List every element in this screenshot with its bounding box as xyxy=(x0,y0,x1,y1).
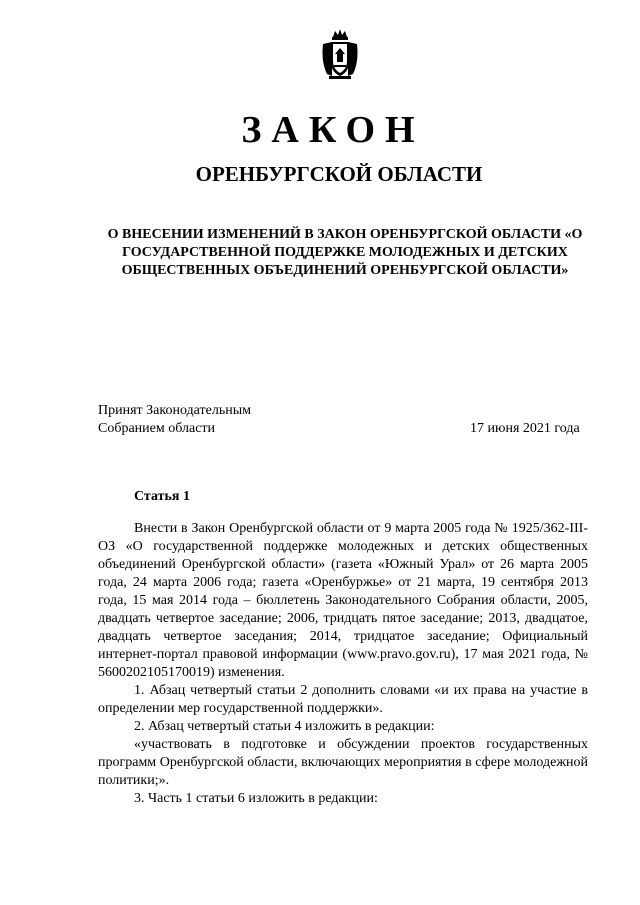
article-heading: Статья 1 xyxy=(134,489,190,504)
adoption-line-1: Принят Законодательным xyxy=(98,403,251,418)
orenburg-coat-of-arms-icon xyxy=(321,28,359,80)
article-paragraph: 1. Абзац четвертый статьи 2 дополнить словами «и их права на участие в определении мер государственной поддержки». xyxy=(98,683,588,716)
adoption-note xyxy=(98,402,251,438)
law-title: ЗАКОН xyxy=(241,109,425,151)
article-paragraph: 3. Часть 1 статьи 6 изложить в редакции: xyxy=(134,791,378,806)
article-paragraph: 2. Абзац четвертый статьи 4 изложить в редакции: xyxy=(134,719,435,734)
adoption-date: 17 июня 2021 года xyxy=(470,421,580,436)
article-paragraph: «участвовать в подготовке и обсуждении проектов государственных программ Оренбургской области, включающих мероприятия в сфере молодежной политики;». xyxy=(98,737,588,788)
region-title: ОРЕНБУРГСКОЙ ОБЛАСТИ xyxy=(195,162,483,186)
article-paragraph: Внести в Закон Оренбургской области от 9 марта 2005 года № 1925/362-III-ОЗ «О государственной поддержке молодежных и детских общественных объединений Оренбургской области» (газета «Южный Урал» от 26 марта 2005 года, 24 марта 2006 года; газета «Оренбуржье» от 21 марта, 19 сентября 2013 года, 15 мая 2014 года – бюллетень Законодательного Собрания области, 2005, двадцать четвертое заседание; 2006, тридцать пятое заседание; 2013, двадцатое, двадцать четвертое заседания; 2014, тридцатое заседание; Официальный интернет-портал правовой информации (www.pravo.gov.ru), 17 мая 2021 года, № 5600202105170019) изменения. xyxy=(98,521,588,680)
article-body xyxy=(98,520,588,808)
law-subject: О ВНЕСЕНИИ ИЗМЕНЕНИЙ В ЗАКОН ОРЕНБУРГСКОЙ ОБЛАСТИ «О ГОСУДАРСТВЕННОЙ ПОДДЕРЖКЕ МОЛОДЕЖНЫХ И ДЕТСКИХ ОБЩЕСТВЕННЫХ ОБЪЕДИНЕНИЙ ОРЕНБУРГСКОЙ ОБЛАСТИ» xyxy=(107,227,583,278)
adoption-line-2: Собранием области xyxy=(98,421,216,436)
